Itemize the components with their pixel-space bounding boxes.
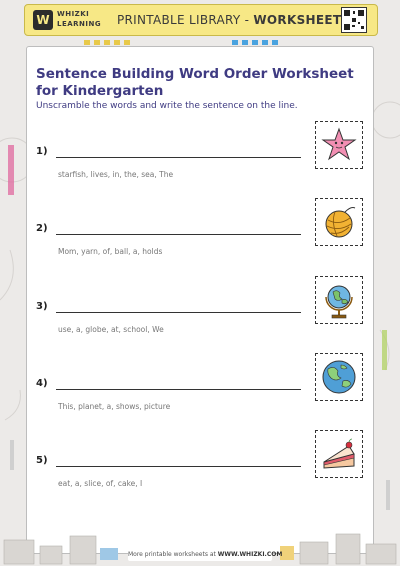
globe-icon bbox=[319, 280, 359, 320]
footer-prefix: More printable worksheets at bbox=[128, 551, 218, 558]
picture-frame bbox=[315, 198, 363, 246]
worksheet-title: Sentence Building Word Order Worksheet for Kindergarten bbox=[36, 66, 354, 99]
worksheet-instruction: Unscramble the words and write the sentence on the line. bbox=[36, 101, 298, 111]
answer-line[interactable] bbox=[56, 234, 301, 235]
header-title-strong: WORKSHEET bbox=[253, 13, 342, 27]
exercise-number: 2) bbox=[36, 223, 48, 234]
brand-logo[interactable] bbox=[33, 9, 113, 31]
answer-line[interactable] bbox=[56, 157, 301, 158]
footer-site-link[interactable] bbox=[128, 549, 283, 561]
answer-line[interactable] bbox=[56, 389, 301, 390]
picture-frame bbox=[315, 121, 363, 169]
exercise-row bbox=[36, 455, 376, 515]
scrambled-words: Mom, yarn, of, ball, a, holds bbox=[58, 247, 163, 256]
scrambled-words: starfish, lives, in, the, sea, The bbox=[58, 170, 174, 179]
planet-icon bbox=[319, 357, 359, 397]
header-title-prefix: PRINTABLE LIBRARY - bbox=[117, 13, 254, 27]
scrambled-words: This, planet, a, shows, picture bbox=[58, 402, 171, 411]
cake-slice-icon bbox=[319, 434, 359, 474]
exercise-row bbox=[36, 146, 376, 206]
qr-code-icon bbox=[341, 7, 367, 33]
answer-line[interactable] bbox=[56, 466, 301, 467]
yarn-ball-icon bbox=[319, 202, 359, 242]
exercise-row bbox=[36, 301, 376, 361]
logo-text-top: WHIZKI bbox=[57, 10, 90, 18]
exercise-row bbox=[36, 378, 376, 438]
exercise-number: 4) bbox=[36, 378, 48, 389]
logo-text-bottom: LEARNING bbox=[57, 20, 102, 28]
footer-site: WWW.WHIZKI.COM bbox=[217, 551, 283, 558]
exercise-number: 1) bbox=[36, 146, 48, 157]
exercise-row bbox=[36, 223, 376, 283]
exercise-number: 3) bbox=[36, 301, 48, 312]
header-stripe-left bbox=[84, 40, 144, 45]
header-banner bbox=[24, 4, 378, 36]
exercise-number: 5) bbox=[36, 455, 48, 466]
answer-line[interactable] bbox=[56, 312, 301, 313]
picture-frame bbox=[315, 353, 363, 401]
logo-mark-icon: W bbox=[33, 10, 53, 30]
picture-frame bbox=[315, 430, 363, 478]
header-title bbox=[117, 13, 341, 27]
scrambled-words: eat, a, slice, of, cake, I bbox=[58, 479, 143, 488]
scrambled-words: use, a, globe, at, school, We bbox=[58, 325, 164, 334]
picture-frame bbox=[315, 276, 363, 324]
starfish-icon bbox=[319, 125, 359, 165]
header-stripe-right bbox=[232, 40, 292, 45]
